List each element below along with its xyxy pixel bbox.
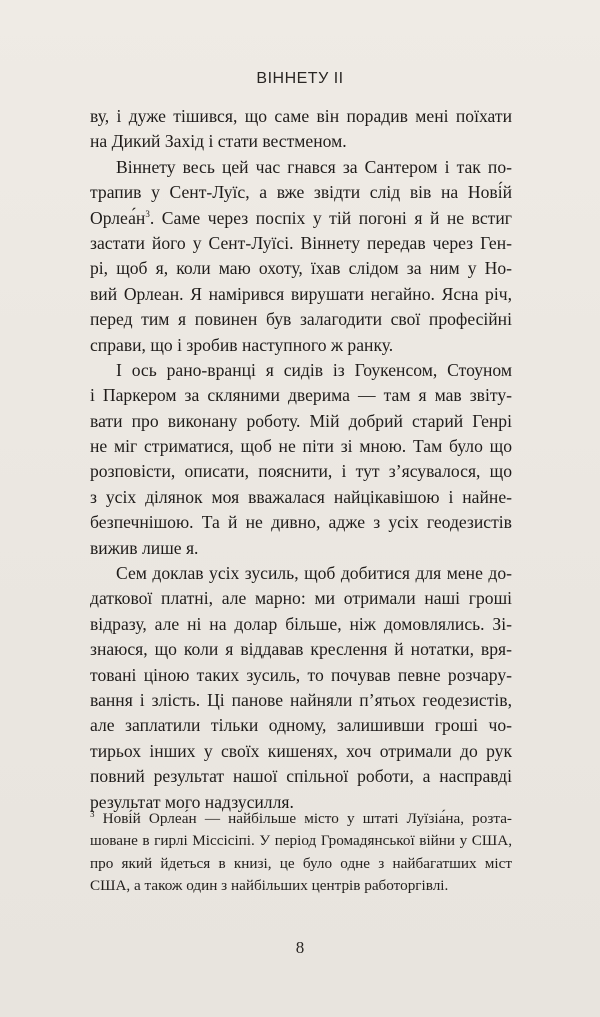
text-line: не міг стриматися, щоб не піти зі мною. Там було що: [90, 436, 512, 457]
text-line: даткової платні, але марно: ми отримали наші гроші: [90, 588, 512, 609]
text-line: застати його у Сент-Луїсі. Віннету передав через Ген-: [90, 232, 512, 253]
text-line-with-footnote-ref: [90, 206, 512, 231]
text-line: знаюся, що коли я віддавав креслення й нотатки, вря-: [90, 639, 512, 660]
text-line: розповісти, описати, пояснити, і тут з’ясувалося, що: [90, 461, 512, 482]
text-fragment: Орлеа́н: [90, 207, 146, 228]
text-line: вання і злість. Ці панове найняли п’ятьох геодезистів,: [90, 689, 512, 710]
text-line: І ось рано-вранці я сидів із Гоукенсом, Стоуном: [116, 359, 512, 380]
text-line: з усіх ділянок моя вважалася найцікавішою і найне-: [90, 486, 512, 507]
page-number: 8: [295, 938, 305, 957]
footnote-line: про який йдеться в книзі, це було одне з найбагатших міст: [90, 854, 512, 872]
text-line: тирьох інших у своїх кишенях, хоч отримали до рук: [90, 740, 512, 761]
text-line: повний результат нашої спільної роботи, а насправді: [90, 766, 512, 787]
footnote-marker: 3: [90, 808, 95, 819]
footnote: [90, 808, 512, 898]
text-line: безпечнішою. Та й не дивно, адже з усіх геодезистів: [90, 512, 512, 533]
text-line: товані ціною таких зусиль, то почував певне розчару-: [90, 664, 512, 685]
text-line: справи, що і зробив наступного ж ранку.: [90, 334, 394, 355]
text-line: але заплатили тільки одному, залишивши гроші чо-: [90, 715, 512, 736]
text-line: на Дикий Захід і стати вестменом.: [90, 131, 347, 152]
text-line: результат мого надзусилля.: [90, 791, 294, 812]
text-line: трапив у Сент-Луїс, а вже звідти слід вів на Нові́й: [90, 182, 512, 203]
text-line: і Паркером за скляними дверима — там я мав звіту-: [90, 385, 512, 406]
footnote-line: [90, 808, 512, 830]
text-line: Сем доклав усіх зусиль, щоб добитися для мене до-: [116, 563, 512, 584]
text-line: вати про виконану роботу. Мій добрий старий Генрі: [90, 410, 512, 431]
text-line: вий Орлеан. Я намірився вирушати негайно. Ясна річ,: [90, 283, 512, 304]
text-line: ву, і дуже тішився, що саме він порадив мені поїхати: [90, 106, 512, 126]
footnote-text: Нові́й Орлеа́н — найбільше місто у штаті Луїзіа́на, розта-: [94, 810, 512, 827]
text-line: рі, щоб я, коли маю охоту, їхав слідом за ним у Но-: [90, 258, 512, 279]
text-line: Віннету весь цей час гнався за Сантером і так по-: [116, 156, 512, 177]
footnote-line: США, а також один з найбільших центрів работоргівлі.: [90, 877, 449, 895]
footnote-reference: 3: [145, 208, 150, 219]
text-line: вижив лише я.: [90, 537, 199, 558]
main-text: [90, 104, 512, 815]
text-fragment: . Саме через поспіх у тій погоні я й не встиг: [149, 207, 512, 228]
text-line: відразу, але ні на долар більше, ніж домовлялись. Зі-: [90, 613, 512, 634]
running-header: ВІННЕТУ II: [256, 70, 344, 87]
footnote-line: шоване в гирлі Міссісіпі. У період Громадянської війни у США,: [90, 832, 512, 850]
text-line: перед тим я повинен був залагодити свої професійні: [90, 309, 512, 330]
